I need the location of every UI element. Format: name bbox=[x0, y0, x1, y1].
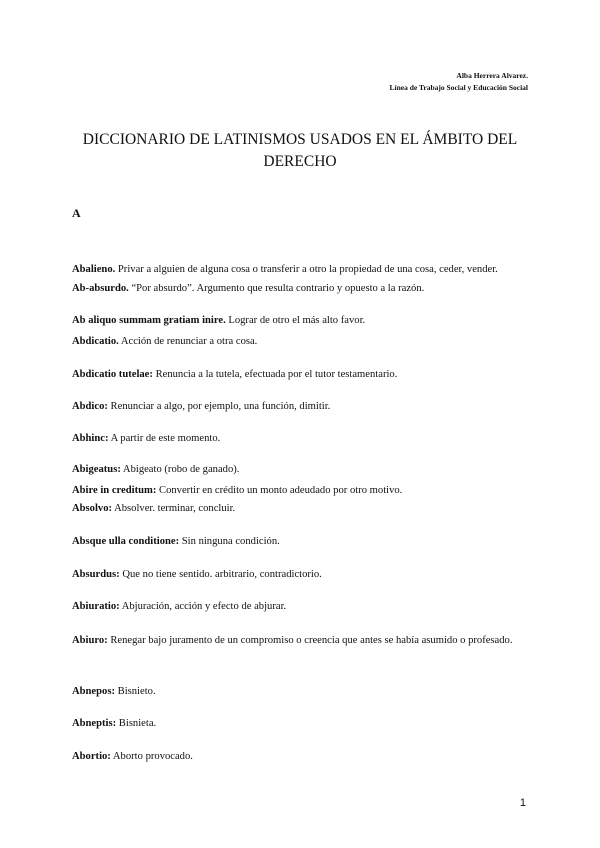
entry-absurdus bbox=[72, 566, 528, 584]
entry-definition: A partir de este momento. bbox=[108, 433, 221, 444]
entry-term: Abdico: bbox=[72, 401, 108, 412]
entry-term: Ab-absurdo. bbox=[72, 283, 129, 294]
entry-definition: Que no tiene sentido. arbitrario, contradictorio. bbox=[119, 569, 322, 580]
entry-term: Abnepos: bbox=[72, 686, 115, 697]
entry-term: Abdicatio. bbox=[72, 336, 119, 347]
entry-abnepos bbox=[72, 683, 528, 701]
header-line: Línea de Trabajo Social y Educación Social bbox=[389, 83, 528, 92]
entry-definition: Lograr de otro el más alto favor. bbox=[225, 315, 366, 326]
entry-abdicatio-tutelae bbox=[72, 366, 528, 384]
entry-term: Absque ulla conditione: bbox=[72, 536, 180, 547]
document-title: DICCIONARIO DE LATINISMOS USADOS EN EL ÁMBITO DEL DERECHO bbox=[82, 131, 518, 170]
entry-abalieno bbox=[72, 261, 528, 279]
entry-term: Abhinc: bbox=[72, 433, 109, 444]
entry-absque-ulla-conditione bbox=[72, 533, 528, 551]
entry-term: Ab aliquo summam gratiam inire. bbox=[72, 315, 226, 326]
entry-definition: Acción de renunciar a otra cosa. bbox=[118, 336, 258, 347]
entry-term: Abneptis: bbox=[72, 718, 117, 729]
entry-definition: Renegar bajo juramento de un compromiso o creencia que antes se había asumido o profesado. bbox=[107, 635, 513, 646]
entry-abire-in-creditum bbox=[72, 482, 528, 500]
entry-definition: Bisnieta. bbox=[116, 718, 157, 729]
entry-abneptis bbox=[72, 715, 528, 733]
section-letter: A bbox=[72, 206, 81, 220]
entry-definition: Abigeato (robo de ganado). bbox=[120, 464, 240, 475]
entry-definition: Privar a alguien de alguna cosa o transferir a otro la propiedad de una cosa, ceder, vender. bbox=[115, 264, 498, 275]
entry-definition: Sin ninguna condición. bbox=[179, 536, 280, 547]
header-author: Alba Herrera Alvarez. bbox=[456, 71, 528, 80]
entry-definition: Convertir en crédito un monto adeudado por otro motivo. bbox=[156, 485, 403, 496]
entry-abdicatio bbox=[72, 333, 528, 351]
entry-absolvo bbox=[72, 500, 528, 518]
entry-definition: Aborto provocado. bbox=[110, 751, 193, 762]
entry-term: Abiuratio: bbox=[72, 601, 120, 612]
entry-definition: Absolver. terminar, concluir. bbox=[112, 503, 236, 514]
entry-term: Abdicatio tutelae: bbox=[72, 369, 153, 380]
entry-term: Abalieno. bbox=[72, 264, 116, 275]
entry-abiuratio bbox=[72, 598, 528, 616]
entry-definition: Renuncia a la tutela, efectuada por el tutor testamentario. bbox=[152, 369, 398, 380]
entry-ab-aliquo bbox=[72, 312, 528, 330]
entry-abdico bbox=[72, 398, 528, 416]
entry-term: Absolvo: bbox=[72, 503, 113, 514]
entry-term: Abortio: bbox=[72, 751, 111, 762]
entry-term: Absurdus: bbox=[72, 569, 120, 580]
entry-definition: Abjuración, acción y efecto de abjurar. bbox=[119, 601, 287, 612]
entry-definition: Bisnieto. bbox=[114, 686, 156, 697]
entry-term: Abire in creditum: bbox=[72, 485, 157, 496]
entry-abortio bbox=[72, 748, 528, 766]
page-number: 1 bbox=[519, 797, 526, 809]
entry-term: Abiuro: bbox=[72, 635, 108, 646]
entry-abhinc bbox=[72, 430, 528, 448]
entry-abigeatus bbox=[72, 461, 528, 479]
entry-abiuro bbox=[72, 632, 528, 650]
entry-definition: Renunciar a algo, por ejemplo, una función, dimitir. bbox=[107, 401, 331, 412]
entry-definition: “Por absurdo”. Argumento que resulta contrario y opuesto a la razón. bbox=[128, 283, 425, 294]
entry-ab-absurdo bbox=[72, 280, 528, 298]
entry-term: Abigeatus: bbox=[72, 464, 121, 475]
